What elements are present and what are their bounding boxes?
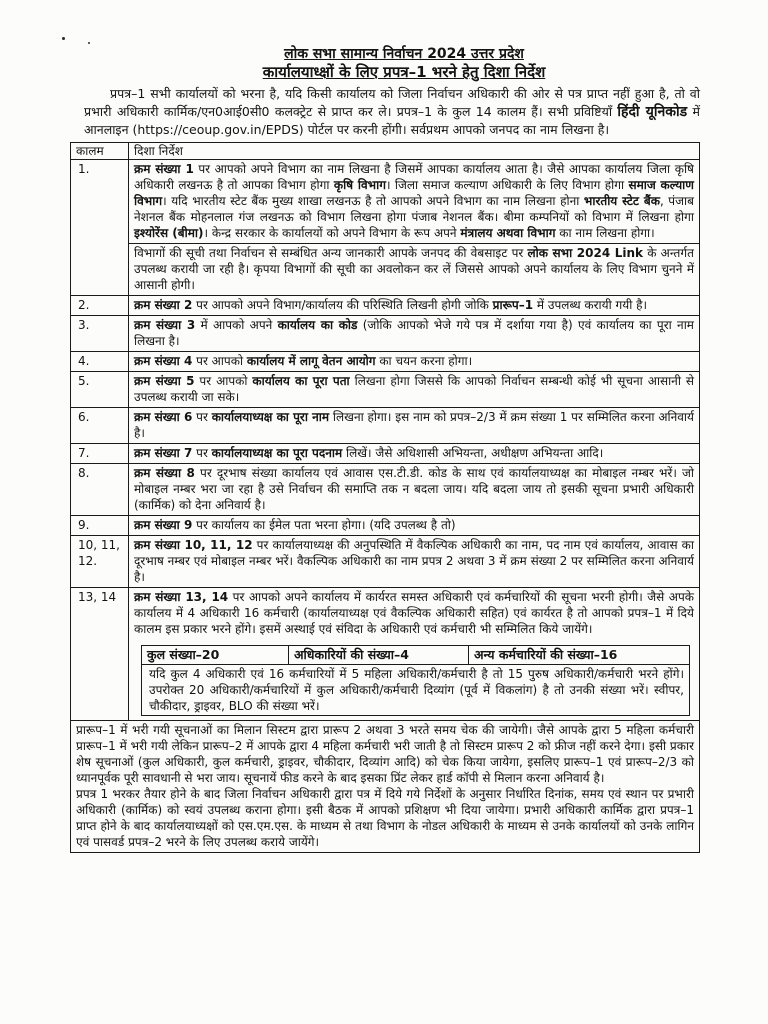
document-heading bbox=[40, 45, 768, 82]
table-row bbox=[71, 588, 700, 721]
text-run: पर आपको अपने विभाग का नाम लिखना है जिसमें आपका कार्यालय आता है। जैसे आपका कार्यालय जिला कृषि अधिकारी लखनऊ है तो आपका विभाग होगा bbox=[134, 162, 694, 192]
column-number: 3. bbox=[71, 316, 129, 352]
table-footer-row bbox=[71, 721, 700, 853]
total-count: कुल संख्या–20 bbox=[142, 646, 289, 665]
text-run: । केन्द्र सरकार के कार्यालयों को अपने विभाग के रूप अपने bbox=[203, 226, 461, 240]
text-run: लिखना होगा। इस नाम को प्रपत्र–2/3 में क्रम संख्या 1 पर सम्मिलित करना अनिवार्य है। bbox=[134, 410, 694, 440]
guideline-text bbox=[129, 160, 700, 244]
table-row-note bbox=[71, 244, 700, 296]
table-row bbox=[71, 464, 700, 516]
table-header-row bbox=[71, 143, 700, 160]
text-run: पर bbox=[192, 410, 212, 424]
column-number: 8. bbox=[71, 464, 129, 516]
staff-count-table bbox=[141, 645, 690, 716]
table-row bbox=[71, 516, 700, 536]
table-row bbox=[71, 296, 700, 316]
column-number: 6. bbox=[71, 408, 129, 444]
emphasis-text: प्रारूप–1 bbox=[492, 298, 534, 312]
emphasis-text: क्रम संख्या 6 bbox=[134, 410, 193, 424]
text-run: का चयन करना होगा। bbox=[375, 354, 473, 368]
footer-paragraph: प्रपत्र 1 भरकर तैयार होने के बाद जिला निर्वाचन अधिकारी द्वारा पत्र में दिये गये निर्देशों के अनुसार निर्धारित दिनांक, समय एवं स्थान पर प्रभारी अधिकारी (कार्मिक) को स्वयं उपलब्ध कराना होगा। इसी बैठक में आपको प्रशिक्षण भी दिया जायेगा। प्रभारी अधिकारी कार्मिक द्वारा प्रपत्र–1 प्राप्त होने के बाद कार्यालयाध्यक्षों को एस.एम.एस. के माध्यम से तथा विभाग के नोडल अधिकारी के माध्यम से उनके कार्यालयों को उनके लागिन एवं पासवर्ड प्रपत्र–2 भरने के लिए उपलब्ध कराये जायेंगे। bbox=[76, 787, 694, 849]
text-run: के अन्तर्गत उपलब्ध करायी जा रही है। कृपया विभागों की सूची का अवलोकन कर लें जिससे आपको अपने कार्यालय के लिए विभाग चुनने में आसानी होगी। bbox=[134, 246, 694, 292]
column-number: 4. bbox=[71, 352, 129, 372]
column-number: 2. bbox=[71, 296, 129, 316]
guideline-text bbox=[129, 372, 700, 408]
column-number: 1. bbox=[71, 160, 129, 296]
table-row bbox=[71, 444, 700, 464]
emphasis-text: क्रम संख्या 4 bbox=[134, 354, 193, 368]
emphasis-text: क्रम संख्या 8 bbox=[134, 466, 195, 480]
emphasis-text: क्रम संख्या 1 bbox=[134, 162, 194, 176]
emphasis-text: लोक सभा 2024 Link bbox=[527, 246, 644, 260]
text-run: पर आपको bbox=[194, 374, 253, 388]
guideline-text bbox=[129, 444, 700, 464]
employee-count: अन्य कर्मचारियों की संख्या–16 bbox=[469, 646, 690, 665]
guideline-text bbox=[129, 536, 700, 588]
document-subtitle: कार्यालयाध्क्षों के लिए प्रपत्र–1 भरने हेतु दिशा निर्देश bbox=[262, 63, 546, 81]
document-title: लोक सभा सामान्य निर्वाचन 2024 उत्तर प्रदेश bbox=[284, 46, 524, 62]
text-run: लिखना होगा जिससे कि आपको निर्वाचन सम्बन्धी कोई भी सूचना आसानी से उपलब्ध करायी जा सके। bbox=[134, 374, 694, 404]
column-number: 9. bbox=[71, 516, 129, 536]
column-number: 7. bbox=[71, 444, 129, 464]
emphasis-text: क्रम संख्या 5 bbox=[134, 374, 195, 388]
emphasis-text: कार्यालय में लागू वेतन आयोग bbox=[246, 354, 376, 368]
emphasis-text: कार्यालय का कोड bbox=[277, 318, 358, 332]
text-run: पर दूरभाष संख्या कार्यालय एवं आवास एस.टी.डी. कोड के साथ एवं कार्यालयाध्यक्ष का मोबाइल नम्बर भरें। जो मोबाइल नम्बर भरा जा रहा है उसे निर्वाचन की समाप्ति तक न बदला जाय। यदि बदला जाय तो इसकी सूचना प्रभारी अधिकारी (कार्मिक) को देना अनिवार्य है। bbox=[134, 466, 694, 512]
guideline-text bbox=[134, 589, 694, 637]
text-run: पर bbox=[192, 446, 212, 460]
guideline-text bbox=[129, 516, 700, 536]
footer-cell bbox=[71, 721, 700, 853]
column-number: 10, 11, 12. bbox=[71, 536, 129, 588]
text-run: में आपको अपने bbox=[195, 318, 278, 332]
guideline-cell bbox=[129, 588, 700, 721]
emphasis-text: कार्यालयाध्यक्ष का पूरा पदनाम bbox=[211, 446, 343, 460]
emphasis-text: भारतीय स्टेट बैंक bbox=[583, 194, 660, 208]
intro-paragraph bbox=[84, 85, 700, 139]
emphasis-text: समाज कल्याण विभाग bbox=[134, 178, 694, 208]
table-row bbox=[71, 372, 700, 408]
text-run: पर कार्यालयाध्यक्ष की अनुपस्थिति में वैकल्पिक अधिकारी का नाम, पद नाम एवं कार्यालय, आवास का दूरभाष नम्बर एवं मोबाइल नम्बर भरें। वैकल्पिक अधिकारी का नाम प्रपत्र 2 अथवा 3 में क्रम संख्या 2 पर सम्मिलित करना अनिवार्य है। bbox=[134, 538, 694, 584]
staff-count-row bbox=[142, 646, 690, 665]
column-header-guideline: दिशा निर्देश bbox=[129, 143, 700, 160]
officer-count: अधिकारियों की संख्या–4 bbox=[289, 646, 469, 665]
guideline-text bbox=[129, 408, 700, 444]
table-row bbox=[71, 352, 700, 372]
emphasis-text: क्रम संख्या 10, 11, 12 bbox=[134, 538, 253, 552]
table-row bbox=[71, 316, 700, 352]
text-run: प्रपत्र–1 सभी कार्यालयों को भरना है, यदि किसी कार्यालय को जिला निर्वाचन अधिकारी की ओर से पत्र प्राप्त नहीं हुआ है, तो वो प्रभारी अधिकारी कार्मिक/एन0आई0सी0 कलक्ट्रेट से प्राप्त कर ले। प्रपत्र–1 के कुल 14 कालम हैं। सभी प्रविष्टियाँ bbox=[84, 86, 700, 119]
text-run: लिखें। जैसे अधिशासी अभियन्ता, अधीक्षण अभियन्ता आदि। bbox=[342, 446, 604, 460]
column-header-number: कालम bbox=[71, 143, 129, 160]
column-number: 13, 14 bbox=[71, 588, 129, 721]
emphasis-text: इश्योरेंस (बीमा) bbox=[134, 226, 204, 240]
footer-paragraph: प्रारूप–1 में भरी गयी सूचनाओं का मिलान सिस्टम द्वारा प्रारूप 2 अथवा 3 भरते समय चेक की जायेगी। जैसे आपके द्वारा 5 महिला कर्मचारी प्रारूप–1 में भरी गयी लेकिन प्रारूप–2 में आपके द्वारा 4 महिला कर्मचारी भरी जाती है तो सिस्टम प्रारूप 2 को फ्रीज नहीं करने देगा। इसी प्रकार शेष सूचनाओं (कुल अधिकारी, कुल कर्मचारी, ड्राइवर, चौकीदार, दिव्यांग आदि) को चेक किया जायेगा, इसलिए प्रारूप–1 एवं प्रारूप–2/3 को ध्यानपूर्वक पूरी सावधानी से भरा जाय। सूचनायें फीड करने के बाद इसका प्रिंट लेकर हार्ड कॉपी से मिलान करना अनिवार्य है। bbox=[76, 723, 694, 785]
guideline-text bbox=[129, 316, 700, 352]
emphasis-text: क्रम संख्या 3 bbox=[134, 318, 196, 332]
scan-speck bbox=[88, 42, 90, 44]
guidelines-table bbox=[70, 142, 700, 853]
text-run: पर आपको अपने विभाग/कार्यालय की परिस्थिति लिखनी होगी जोकि bbox=[192, 298, 493, 312]
emphasis-text: कृषि विभाग bbox=[333, 178, 386, 192]
text-run: पर कार्यालय का ईमेल पता भरना होगा। (यदि उपलब्ध है तो) bbox=[192, 518, 456, 532]
text-run: में आनलाइन (https://ceoup.gov.in/EPDS) पोर्टल पर करनी होंगी। सर्वप्रथम आपको जनपद का नाम लिखना है। bbox=[84, 104, 700, 137]
text-run: विभागों की सूची तथा निर्वाचन से सम्बंधित अन्य जानकारी आपके जनपद की वेबसाइट पर bbox=[134, 246, 528, 260]
text-run: । जिला समाज कल्याण अधिकारी के लिए विभाग होगा bbox=[385, 178, 629, 192]
text-run: पर आपको bbox=[192, 354, 247, 368]
guideline-text bbox=[129, 296, 700, 316]
table-row bbox=[71, 408, 700, 444]
emphasis-text: क्रम संख्या 7 bbox=[134, 446, 193, 460]
emphasis-text: कार्यालय का पूरा पता bbox=[252, 374, 350, 388]
text-run: पर आपको अपने कार्यालय में कार्यरत समस्त अधिकारी एवं कर्मचारियों की सूचना भरनी होगी। जैसे अपके कार्यालय में 4 अधिकारी 16 कर्मचारी (कार्यालयाध्यक्ष एवं वैकल्पिक अधिकारी सहित) एवं कार्यरत है तो आपको प्रपत्र–1 में दिये कालम इस प्रकार भरने होंगे। इसमें अस्थाई एवं संविदा के अधिकारी एवं कर्मचारी भी सम्मिलित किये जायेंगे। bbox=[134, 590, 694, 636]
table-row bbox=[71, 160, 700, 244]
staff-explanation: यदि कुल 4 अधिकारी एवं 16 कर्मचारियों में 5 महिला अधिकारी/कर्मचारी है तो 15 पुरुष अधिकारी/कर्मचारी भरने होंगे। उपरोक्त 20 अधिकारी/कर्मचारियों में कुल अधिकारी/कर्मचारी दिव्यांग (पूर्व में विकलांग) है तो उनकी संख्या भरें। स्वीपर, चौकीदार, ड्राइवर, BLO की संख्या भरें। bbox=[142, 665, 690, 716]
text-run: का नाम लिखना होगा। bbox=[555, 226, 655, 240]
text-run: में उपलब्ध करायी गयी है। bbox=[533, 298, 648, 312]
text-run: । यदि भारतीय स्टेट बैंक मुख्य शाखा लखनऊ है तो आपको अपने विभाग का नाम लिखना होना bbox=[162, 194, 584, 208]
text-run: , पंजाब नेशनल बैंक मोहनलाल गंज लखनऊ को विभाग लिखना होगा पंजाब नेशनल बैंक। बीमा कम्पनियों को विभाग में लिखना होगा bbox=[134, 194, 694, 224]
emphasis-text: कार्यालयाध्यक्ष का पूरा नाम bbox=[211, 410, 330, 424]
emphasis-text: क्रम संख्या 9 bbox=[134, 518, 193, 532]
staff-explanation-row bbox=[142, 665, 690, 716]
guideline-text bbox=[129, 464, 700, 516]
guideline-note bbox=[129, 244, 700, 296]
emphasis-text: क्रम संख्या 13, 14 bbox=[134, 590, 229, 604]
emphasis-text: हिंदी यूनिकोड bbox=[617, 104, 688, 120]
table-row bbox=[71, 536, 700, 588]
emphasis-text: क्रम संख्या 2 bbox=[134, 298, 193, 312]
text-run: (जोकि आपको भेजे गये पत्र में दर्शाया गया है) एवं कार्यालय का पूरा नाम लिखना है। bbox=[134, 318, 694, 348]
scan-speck bbox=[62, 37, 65, 40]
column-number: 5. bbox=[71, 372, 129, 408]
emphasis-text: मंत्रालय अथवा विभाग bbox=[460, 226, 556, 240]
guideline-text bbox=[129, 352, 700, 372]
